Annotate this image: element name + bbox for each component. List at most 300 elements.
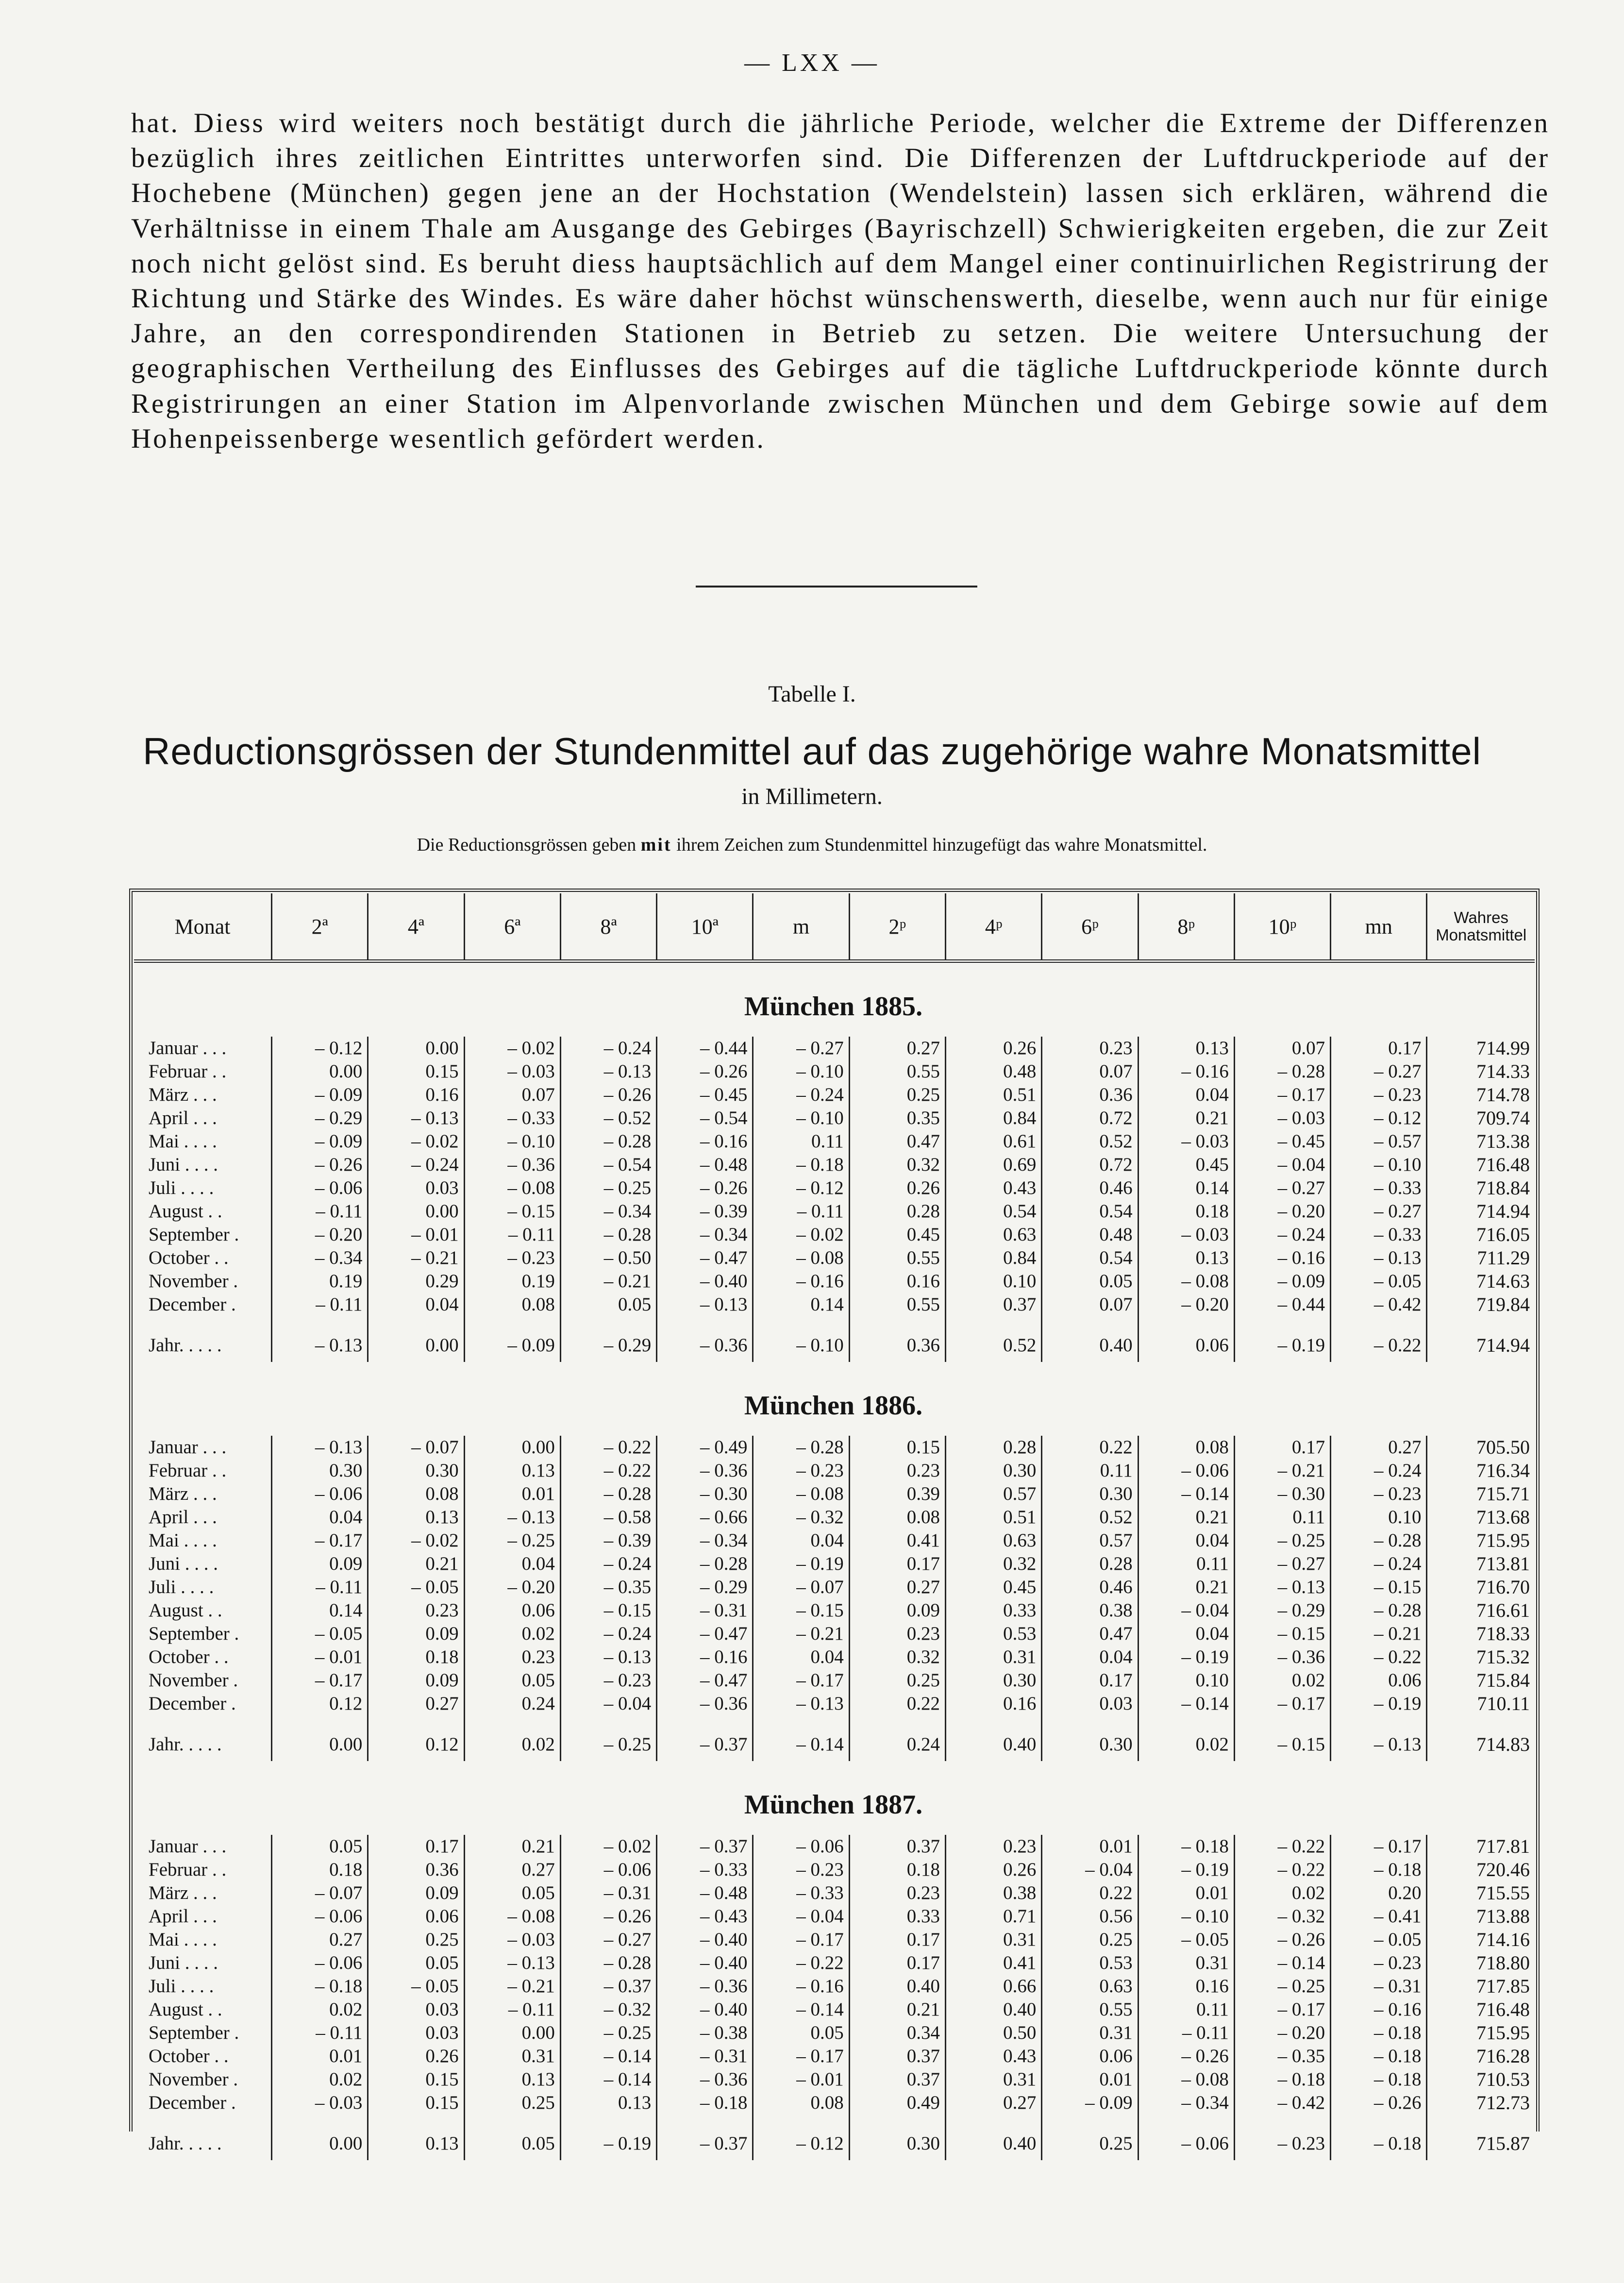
value-cell: – 0.05 [368, 1576, 464, 1599]
value-cell: 0.08 [1138, 1436, 1234, 1459]
value-cell: – 0.25 [560, 2021, 656, 2045]
true-mean-cell: 711.29 [1477, 1247, 1530, 1269]
value-cell: 0.00 [272, 1728, 368, 1761]
value-cell: 0.31 [1138, 1951, 1234, 1975]
value-cell: – 0.28 [560, 1482, 656, 1506]
spacer-cell [560, 2115, 656, 2127]
value-cell: – 0.11 [1138, 2021, 1234, 2045]
value-cell: – 0.27 [753, 1037, 849, 1060]
value-cell: – 0.36 [657, 1459, 753, 1482]
value-cell: – 0.17 [1331, 1835, 1427, 1858]
value-cell: – 0.10 [753, 1060, 849, 1083]
table-row [134, 1459, 1535, 1482]
value-cell: – 0.22 [1331, 1645, 1427, 1669]
value-cell: – 0.12 [753, 2127, 849, 2160]
value-cell: – 0.10 [464, 1130, 560, 1153]
value-cell: 0.07 [464, 1083, 560, 1107]
month-cell: November . [134, 1669, 272, 1692]
true-mean-cell: 713.68 [1476, 1506, 1530, 1528]
value-cell: 0.30 [946, 1669, 1042, 1692]
true-mean-cell: 716.70 [1476, 1576, 1530, 1598]
spacer-cell [1234, 2115, 1330, 2127]
value-cell: – 0.17 [753, 1669, 849, 1692]
value-cell: – 0.36 [657, 1692, 753, 1715]
value-cell: 0.55 [849, 1246, 945, 1270]
value-cell: 0.23 [849, 1881, 945, 1905]
value-cell: 0.30 [1042, 1482, 1138, 1506]
table-row [134, 1436, 1535, 1459]
value-cell: 0.27 [272, 1928, 368, 1951]
value-cell: – 0.58 [560, 1506, 656, 1529]
value-cell: – 0.16 [753, 1975, 849, 1998]
value-cell: – 0.32 [1234, 1905, 1330, 1928]
spacer-cell [1042, 1715, 1138, 1728]
value-cell: – 0.50 [560, 1246, 656, 1270]
month-cell: April . . . [134, 1506, 272, 1529]
value-cell: – 0.39 [657, 1200, 753, 1223]
value-cell: – 0.05 [272, 1622, 368, 1645]
value-cell: – 0.13 [1331, 1728, 1427, 1761]
value-cell: 0.30 [946, 1459, 1042, 1482]
value-cell: – 0.15 [560, 1599, 656, 1622]
month-cell: April . . . [134, 1905, 272, 1928]
value-cell: 0.26 [368, 2045, 464, 2068]
header-true-mean-line2: Monatsmittel [1436, 926, 1527, 944]
value-cell: 0.12 [368, 1728, 464, 1761]
value-cell: 0.30 [272, 1459, 368, 1482]
true-mean-cell: 716.48 [1476, 1998, 1530, 2020]
value-cell: – 0.24 [1331, 1459, 1427, 1482]
value-cell: 0.00 [368, 1037, 464, 1060]
table-row [134, 1951, 1535, 1975]
value-cell: – 0.13 [657, 1293, 753, 1316]
true-mean-cell: 712.73 [1476, 2092, 1530, 2114]
value-cell: – 0.15 [1234, 1728, 1330, 1761]
value-cell: 0.04 [1138, 1083, 1234, 1107]
value-cell: – 0.13 [753, 1692, 849, 1715]
value-cell: – 0.17 [753, 2045, 849, 2068]
value-cell: – 0.18 [1138, 1835, 1234, 1858]
value-cell: 0.17 [849, 1552, 945, 1576]
value-cell: 0.00 [368, 1200, 464, 1223]
value-cell: – 0.57 [1331, 1130, 1427, 1153]
value-cell: – 0.02 [368, 1130, 464, 1153]
value-cell: 0.00 [368, 1329, 464, 1362]
value-cell: – 0.19 [1138, 1645, 1234, 1669]
table-row [134, 1060, 1535, 1083]
value-cell: 0.25 [849, 1083, 945, 1107]
value-cell: – 0.06 [272, 1176, 368, 1200]
value-cell: 0.27 [464, 1858, 560, 1881]
value-cell: – 0.03 [1138, 1223, 1234, 1246]
value-cell: – 0.27 [1234, 1176, 1330, 1200]
true-mean-cell: 714.94 [1476, 1200, 1530, 1222]
month-cell: Mai . . . . [134, 1529, 272, 1552]
month-cell: Februar . . [134, 1858, 272, 1881]
value-cell: – 0.35 [560, 1576, 656, 1599]
true-mean-cell: 715.55 [1476, 1882, 1530, 1904]
value-cell: – 0.14 [560, 2068, 656, 2091]
table-row [134, 1599, 1535, 1622]
value-cell: 0.14 [753, 1293, 849, 1316]
value-cell: – 0.04 [1042, 1858, 1138, 1881]
spacer-row [134, 1715, 1535, 1728]
value-cell: 0.37 [849, 1835, 945, 1858]
table-row [134, 1153, 1535, 1176]
value-cell: – 0.49 [657, 1436, 753, 1459]
spacer-cell [1138, 1316, 1234, 1329]
value-cell: 0.25 [464, 2091, 560, 2115]
value-cell: – 0.13 [272, 1329, 368, 1362]
value-cell: 0.20 [1331, 1881, 1427, 1905]
spacer-cell [1331, 1715, 1427, 1728]
value-cell: – 0.22 [1234, 1835, 1330, 1858]
value-cell: 0.27 [946, 2091, 1042, 2115]
value-cell: 0.51 [946, 1083, 1042, 1107]
value-cell: – 0.24 [1234, 1223, 1330, 1246]
value-cell: – 0.25 [560, 1728, 656, 1761]
value-cell: – 0.09 [464, 1329, 560, 1362]
value-cell: 0.40 [946, 1728, 1042, 1761]
value-cell: 0.28 [849, 1200, 945, 1223]
value-cell: 0.84 [946, 1246, 1042, 1270]
value-cell: 0.50 [946, 2021, 1042, 2045]
month-cell: Januar . . . [134, 1835, 272, 1858]
value-cell: – 0.31 [560, 1881, 656, 1905]
value-cell: – 0.20 [1234, 1200, 1330, 1223]
value-cell: – 0.25 [1234, 1975, 1330, 1998]
section-title: München 1885. [744, 991, 923, 1022]
value-cell: – 0.02 [560, 1835, 656, 1858]
value-cell: – 0.04 [1234, 1153, 1330, 1176]
value-cell: 0.63 [946, 1529, 1042, 1552]
value-cell: 0.12 [272, 1692, 368, 1715]
value-cell: 0.45 [849, 1223, 945, 1246]
value-cell: 0.05 [368, 1951, 464, 1975]
value-cell: – 0.40 [657, 1951, 753, 1975]
value-cell: – 0.23 [1331, 1951, 1427, 1975]
value-cell: 0.03 [368, 2021, 464, 2045]
value-cell: – 0.11 [464, 1223, 560, 1246]
table-row [134, 1293, 1535, 1316]
year-label-cell: Jahr. . . . . [134, 1329, 272, 1362]
year-label-cell: Jahr. . . . . [134, 2127, 272, 2160]
value-cell: 0.23 [464, 1645, 560, 1669]
value-cell: – 0.18 [753, 1153, 849, 1176]
spacer-cell [272, 1715, 368, 1728]
value-cell: 0.06 [464, 1599, 560, 1622]
header-true-mean [1427, 893, 1535, 961]
value-cell: – 0.04 [1138, 1599, 1234, 1622]
value-cell: – 0.02 [464, 1037, 560, 1060]
value-cell: – 0.19 [560, 2127, 656, 2160]
reduction-table [134, 893, 1535, 2160]
value-cell: 0.11 [1138, 1998, 1234, 2021]
table-row [134, 1506, 1535, 1529]
value-cell: – 0.34 [560, 1200, 656, 1223]
true-mean-cell: 716.28 [1476, 2045, 1530, 2067]
value-cell: 0.13 [1138, 1037, 1234, 1060]
value-cell: – 0.48 [657, 1881, 753, 1905]
value-cell: – 0.13 [368, 1107, 464, 1130]
value-cell: – 0.21 [464, 1975, 560, 1998]
value-cell: – 0.01 [272, 1645, 368, 1669]
value-cell: – 0.39 [560, 1529, 656, 1552]
value-cell: 0.06 [1331, 1669, 1427, 1692]
value-cell: 0.48 [946, 1060, 1042, 1083]
month-cell: Februar . . [134, 1060, 272, 1083]
value-cell: – 0.33 [1331, 1223, 1427, 1246]
value-cell: – 0.13 [272, 1436, 368, 1459]
value-cell: – 0.17 [1234, 1083, 1330, 1107]
value-cell: – 0.34 [657, 1223, 753, 1246]
table-row [134, 1645, 1535, 1669]
value-cell: 0.31 [1042, 2021, 1138, 2045]
value-cell: 0.06 [1138, 1329, 1234, 1362]
value-cell: – 0.34 [272, 1246, 368, 1270]
value-cell: 0.37 [849, 2068, 945, 2091]
spacer-cell [849, 1715, 945, 1728]
value-cell: 0.11 [1234, 1506, 1330, 1529]
value-cell: – 0.37 [657, 1835, 753, 1858]
spacer-cell [849, 1316, 945, 1329]
value-cell: 0.52 [946, 1329, 1042, 1362]
spacer-cell [464, 1316, 560, 1329]
value-cell: – 0.14 [1138, 1482, 1234, 1506]
value-cell: 0.05 [464, 1669, 560, 1692]
value-cell: 0.21 [368, 1552, 464, 1576]
month-cell: Juli . . . . [134, 1975, 272, 1998]
value-cell: – 0.06 [272, 1905, 368, 1928]
value-cell: – 0.14 [753, 1728, 849, 1761]
table-row [134, 1928, 1535, 1951]
value-cell: 0.46 [1042, 1576, 1138, 1599]
value-cell: – 0.24 [753, 1083, 849, 1107]
value-cell: – 0.34 [657, 1529, 753, 1552]
value-cell: – 0.03 [272, 2091, 368, 2115]
value-cell: 0.47 [849, 1130, 945, 1153]
value-cell: – 0.18 [657, 2091, 753, 2115]
value-cell: 0.15 [368, 1060, 464, 1083]
value-cell: 0.04 [464, 1552, 560, 1576]
value-cell: 0.21 [1138, 1107, 1234, 1130]
value-cell: – 0.28 [1331, 1599, 1427, 1622]
value-cell: 0.10 [1138, 1669, 1234, 1692]
value-cell: – 0.33 [753, 1881, 849, 1905]
value-cell: 0.31 [946, 2068, 1042, 2091]
value-cell: 0.03 [368, 1176, 464, 1200]
value-cell: – 0.40 [657, 1998, 753, 2021]
month-cell: October . . [134, 2045, 272, 2068]
header-4p: 4ᵖ [946, 893, 1042, 961]
value-cell: – 0.22 [753, 1951, 849, 1975]
value-cell: 0.40 [849, 1975, 945, 1998]
value-cell: – 0.31 [657, 1599, 753, 1622]
value-cell: – 0.08 [464, 1905, 560, 1928]
year-label-cell: Jahr. . . . . [134, 1728, 272, 1761]
value-cell: 0.17 [368, 1835, 464, 1858]
value-cell: 0.22 [1042, 1436, 1138, 1459]
value-cell: – 0.05 [1138, 1928, 1234, 1951]
value-cell: 0.01 [1042, 2068, 1138, 2091]
value-cell: – 0.16 [1331, 1998, 1427, 2021]
value-cell: 0.00 [464, 2021, 560, 2045]
spacer-cell [657, 1316, 753, 1329]
value-cell: 0.23 [849, 1459, 945, 1482]
table-row [134, 2068, 1535, 2091]
value-cell: 0.36 [849, 1329, 945, 1362]
value-cell: – 0.42 [1331, 1293, 1427, 1316]
value-cell: – 0.09 [1234, 1270, 1330, 1293]
header-6p: 6ᵖ [1042, 893, 1138, 961]
value-cell: 0.47 [1042, 1622, 1138, 1645]
true-mean-cell: 705.50 [1476, 1436, 1530, 1458]
value-cell: 0.71 [946, 1905, 1042, 1928]
value-cell: 0.28 [1042, 1552, 1138, 1576]
true-mean-cell: 713.38 [1476, 1130, 1530, 1152]
value-cell: 0.53 [1042, 1951, 1138, 1975]
value-cell: 0.08 [464, 1293, 560, 1316]
value-cell: – 0.26 [657, 1176, 753, 1200]
true-mean-cell: 710.11 [1477, 1693, 1530, 1714]
value-cell: 0.09 [368, 1622, 464, 1645]
value-cell: – 0.36 [1234, 1645, 1330, 1669]
value-cell: – 0.09 [272, 1083, 368, 1107]
table-row [134, 1246, 1535, 1270]
value-cell: 0.21 [1138, 1576, 1234, 1599]
value-cell: 0.00 [272, 2127, 368, 2160]
value-cell: – 0.19 [1138, 1858, 1234, 1881]
table-row [134, 2091, 1535, 2115]
table-row [134, 1975, 1535, 1998]
value-cell: 0.16 [368, 1083, 464, 1107]
value-cell: – 0.29 [657, 1576, 753, 1599]
value-cell: 0.52 [1042, 1506, 1138, 1529]
value-cell: – 0.33 [657, 1858, 753, 1881]
value-cell: – 0.22 [560, 1459, 656, 1482]
value-cell: – 0.06 [272, 1951, 368, 1975]
value-cell: 0.07 [1234, 1037, 1330, 1060]
value-cell: 0.18 [849, 1858, 945, 1881]
value-cell: – 0.37 [657, 1728, 753, 1761]
value-cell: 0.09 [272, 1552, 368, 1576]
value-cell: – 0.03 [1234, 1107, 1330, 1130]
value-cell: – 0.26 [1331, 2091, 1427, 2115]
value-cell: 0.01 [272, 2045, 368, 2068]
value-cell: 0.63 [1042, 1975, 1138, 1998]
value-cell: – 0.08 [1138, 2068, 1234, 2091]
spacer-cell [368, 1715, 464, 1728]
value-cell: 0.04 [753, 1529, 849, 1552]
true-mean-cell: 718.33 [1476, 1623, 1530, 1645]
value-cell: – 0.07 [368, 1436, 464, 1459]
value-cell: – 0.30 [657, 1482, 753, 1506]
spacer-cell [753, 1715, 849, 1728]
value-cell: – 0.24 [560, 1622, 656, 1645]
value-cell: – 0.27 [1234, 1552, 1330, 1576]
value-cell: – 0.12 [753, 1176, 849, 1200]
month-cell: Juni . . . . [134, 1153, 272, 1176]
value-cell: 0.26 [946, 1037, 1042, 1060]
value-cell: 0.16 [1138, 1975, 1234, 1998]
value-cell: 0.08 [753, 2091, 849, 2115]
spacer-cell [1138, 1715, 1234, 1728]
value-cell: – 0.26 [560, 1905, 656, 1928]
value-cell: – 0.17 [272, 1529, 368, 1552]
value-cell: – 0.05 [1331, 1270, 1427, 1293]
value-cell: 0.32 [849, 1153, 945, 1176]
value-cell: 0.32 [946, 1552, 1042, 1576]
value-cell: 0.33 [946, 1599, 1042, 1622]
value-cell: – 0.36 [657, 1329, 753, 1362]
value-cell: 0.27 [1331, 1436, 1427, 1459]
intro-paragraph: hat. Diess wird weiters noch bestätigt durch die jährliche Periode, welcher die Extreme der Differenzen bezüglich ihres zeitlichen Eintrittes unterworfen sind. Die Differenzen der Luftdruckperiode auf der Hochebene (München) gegen jene an der Hochstation (Wendelstein) lassen sich erklären, während die Verhältnisse in einem Thale am Ausgange des Gebirges (Bayrischzell) Schwierigkeiten ergeben, die zur Zeit noch nicht gelöst sind. Es beruht diess hauptsächlich auf dem Mangel einer continuirlichen Registrirung der Richtung und Stärke des Windes. Es wäre daher höchst wünschenswerth, dieselbe, wenn auch nur für einige Jahre, an den correspondirenden Stationen in Betrieb zu setzen. Die weitere Untersuchung der geographischen Vertheilung des Einflusses des Gebirges auf die tägliche Luftdruckperiode könnte durch Registrirungen an einer Station im Alpenvorlande zwischen München und dem Gebirge sowie auf dem Hohenpeissenberge wesentlich gefördert werden. [131, 108, 1550, 454]
value-cell: – 0.21 [560, 1270, 656, 1293]
value-cell: – 0.23 [560, 1669, 656, 1692]
section-heading-row [134, 961, 1535, 1037]
month-cell: März . . . [134, 1482, 272, 1506]
value-cell: – 0.43 [657, 1905, 753, 1928]
month-cell: April . . . [134, 1107, 272, 1130]
header-mn: mn [1331, 893, 1427, 961]
table-row [134, 1858, 1535, 1881]
header-6a: 6ª [464, 893, 560, 961]
value-cell: – 0.47 [657, 1246, 753, 1270]
value-cell: – 0.14 [560, 2045, 656, 2068]
value-cell: – 0.24 [1331, 1552, 1427, 1576]
value-cell: 0.43 [946, 1176, 1042, 1200]
value-cell: – 0.23 [464, 1246, 560, 1270]
value-cell: 0.22 [1042, 1881, 1138, 1905]
value-cell: 0.31 [946, 1645, 1042, 1669]
value-cell: 0.13 [464, 1459, 560, 1482]
table-row [134, 1998, 1535, 2021]
value-cell: – 0.24 [560, 1037, 656, 1060]
true-mean-cell: 714.83 [1476, 1733, 1530, 1755]
value-cell: – 0.16 [657, 1130, 753, 1153]
value-cell: 0.55 [849, 1060, 945, 1083]
true-mean-cell: 714.16 [1476, 1929, 1530, 1950]
table-body [134, 961, 1535, 2161]
value-cell: – 0.17 [272, 1669, 368, 1692]
value-cell: 0.57 [946, 1482, 1042, 1506]
value-cell: 0.18 [272, 1858, 368, 1881]
value-cell: 0.48 [1042, 1223, 1138, 1246]
value-cell: – 0.06 [1138, 1459, 1234, 1482]
value-cell: 0.27 [849, 1576, 945, 1599]
table-row [134, 1552, 1535, 1576]
spacer-cell [946, 2115, 1042, 2127]
value-cell: 0.49 [849, 2091, 945, 2115]
value-cell: – 0.52 [560, 1107, 656, 1130]
value-cell: – 0.36 [464, 1153, 560, 1176]
spacer-cell [560, 1715, 656, 1728]
month-cell: Januar . . . [134, 1037, 272, 1060]
value-cell: 0.29 [368, 1270, 464, 1293]
value-cell: – 0.07 [272, 1881, 368, 1905]
value-cell: 0.13 [464, 2068, 560, 2091]
table-row [134, 1037, 1535, 1060]
value-cell: – 0.33 [464, 1107, 560, 1130]
value-cell: – 0.11 [753, 1200, 849, 1223]
value-cell: – 0.30 [1234, 1482, 1330, 1506]
value-cell: – 0.26 [560, 1083, 656, 1107]
spacer-cell [1427, 1316, 1535, 1329]
value-cell: 0.02 [464, 1622, 560, 1645]
table-row [134, 1223, 1535, 1246]
month-cell: August . . [134, 1200, 272, 1223]
value-cell: 0.05 [560, 1293, 656, 1316]
